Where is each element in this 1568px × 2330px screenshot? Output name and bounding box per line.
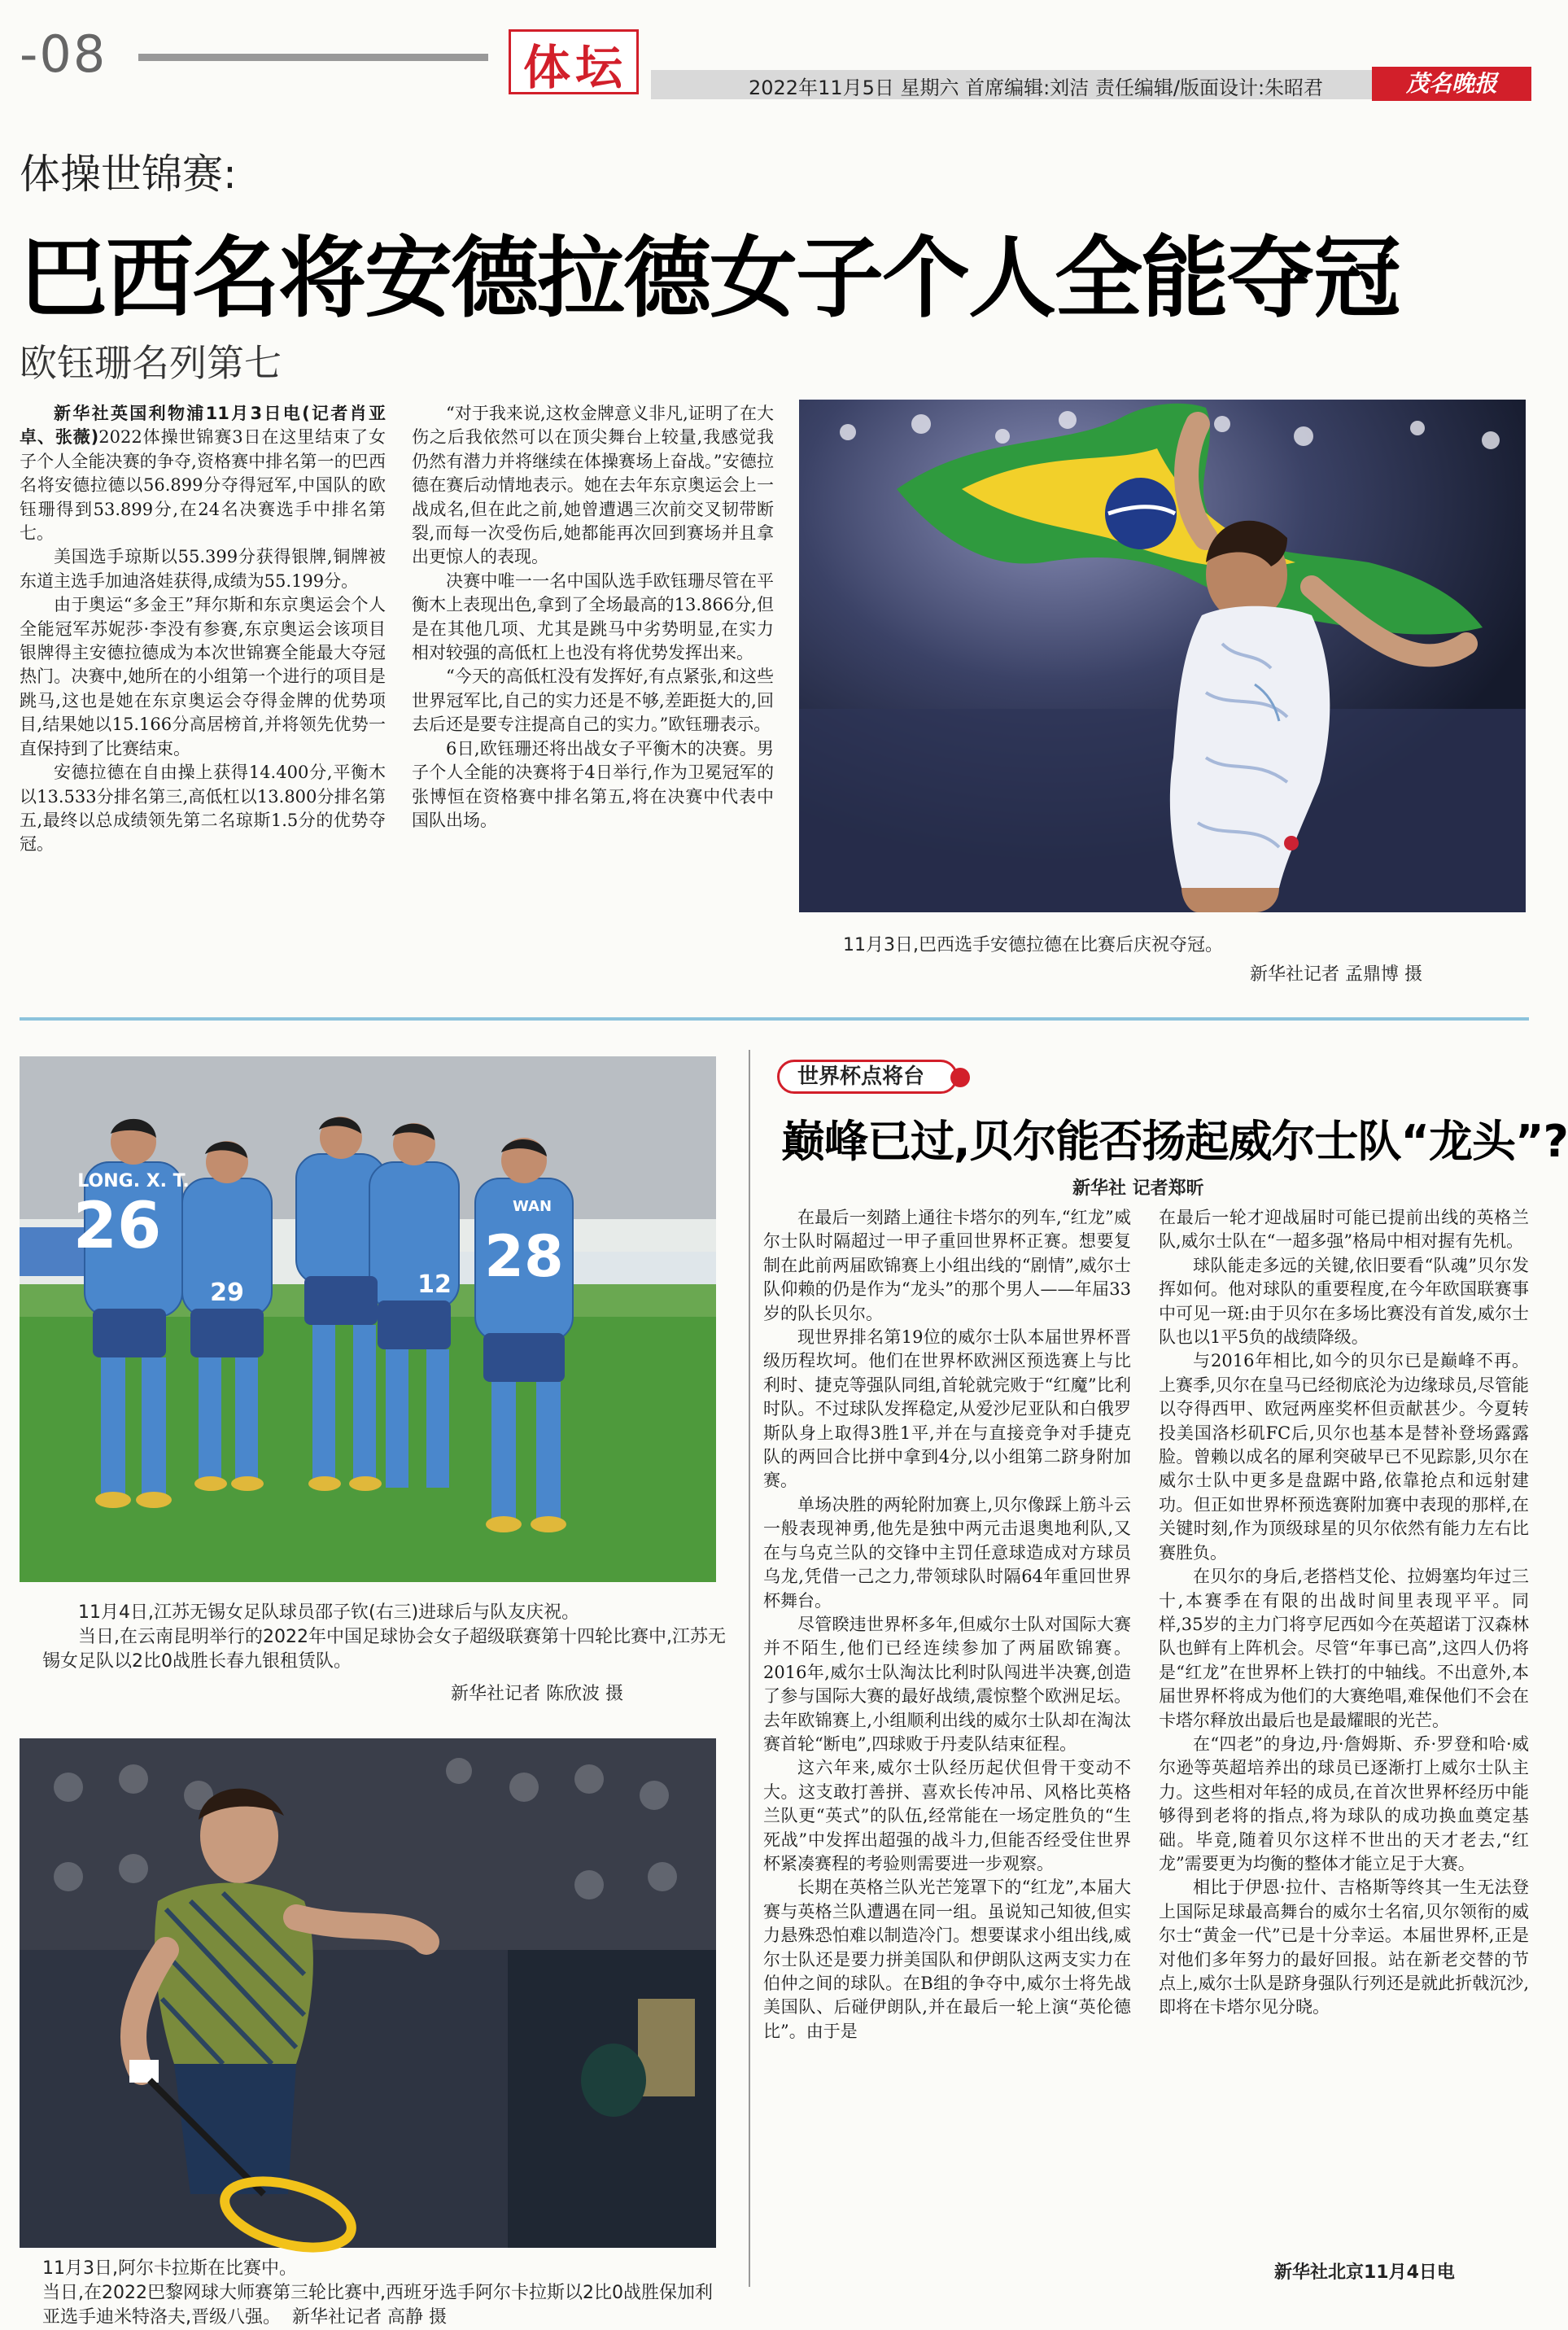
- lead-paragraph: 安德拉德在自由操上获得14.400分,平衡木以13.533分排名第三,高低杠以13.800分排名第五,最终以总成绩领先第二名琼斯1.5分的优势夺冠。: [20, 763, 386, 855]
- worldcup-paragraph: 现世界排名第19位的威尔士队本届世界杯晋级历程坎坷。他们在世界杯欧洲区预选赛上与比利时、捷克等强队同组,首轮就完败于“红魔”比利时队。不过球队发挥稳定,从爱沙尼亚队和白俄罗斯队身上取得3胜1平,并在与直接竞争对手捷克队的两回合比拼中拿到4分,以小组第二跻身附加赛。: [763, 1327, 1131, 1491]
- lead-dateline: 新华社英国利物浦11月3日电(记者肖亚卓、张薇): [20, 404, 386, 448]
- caption-line: 11月4日,江苏无锡女足队球员邵子钦(右三)进球后与队友庆祝。: [78, 1602, 580, 1623]
- worldcup-paragraph: 在贝尔的身后,老搭档艾伦、拉姆塞均年过三十,本赛季在有限的出战时间里表现平平。同样,35岁的主力门将亨尼西如今在英超诺丁汉森林队也鲜有上阵机会。尽管“年事已高”,这四人仍将是“红龙”在世界杯上铁打的中轴线。不出意外,本届世界杯将成为他们的大赛绝唱,难保他们不会在卡塔尔释放出最后也是最耀眼的光芒。: [1159, 1567, 1529, 1730]
- lead-paragraph: 新华社英国利物浦11月3日电(记者肖亚卓、张薇)2022体操世锦赛3日在这里结束了女子个人全能决赛的争夺,资格赛中排名第一的巴西名将安德拉德以56.899分夺得冠军,中国队的欧钰珊得到53.899分,在24名决赛选手中排名第七。: [20, 404, 386, 544]
- gymnast-illustration: [799, 400, 1526, 912]
- worldcup-paragraph: 在“四老”的身边,丹·詹姆斯、乔·罗登和哈·威尔逊等英超培养出的球员已逐渐打上威尔士队主力。这些相对年轻的成员,在首次世界杯经历中能够得到老将的指点,将为球队的成功换血奠定基础。毕竟,随着贝尔这样不世出的天才老去,“红龙”需要更为均衡的整体才能立足于大赛。: [1159, 1733, 1529, 1873]
- jersey-number: 28: [484, 1223, 564, 1290]
- football-photo: [20, 1056, 716, 1582]
- caption-line: 当日,在2022巴黎网球大师赛第三轮比赛中,西班牙选手阿尔卡拉斯以2比0战胜保加利亚选手迪米特洛夫,晋级八强。 新华社记者 高静 摄: [42, 2283, 713, 2328]
- gymnast-photo: [799, 400, 1526, 912]
- lead-paragraph: 由于奥运“多金王”拜尔斯和东京奥运会个人全能冠军苏妮莎·李没有参赛,东京奥运会该项目银牌得主安德拉德成为本次世锦赛全能最大夺冠热门。决赛中,她所在的小组第一个进行的项目是跳马,这也是她在东京奥运会夺得金牌的优势项目,结果她以15.166分高居榜首,并将领先优势一直保持到了比赛结束。: [20, 595, 386, 758]
- worldcup-column-2: [1159, 1206, 1529, 2020]
- lead-kicker: 体操世锦赛:: [20, 151, 237, 198]
- worldcup-paragraph: 在最后一刻踏上通往卡塔尔的列车,“红龙”威尔士队时隔超过一甲子重回世界杯正赛。想要复制在此前两届欧锦赛上小组出线的“剧情”,威尔士队仰赖的仍是作为“龙头”的那个男人——年届33岁的队长贝尔。: [763, 1208, 1131, 1323]
- gymnast-photo-caption: 11月3日,巴西选手安德拉德在比赛后庆祝夺冠。: [843, 935, 1223, 955]
- worldcup-paragraph: 尽管睽违世界杯多年,但威尔士队对国际大赛并不陌生,他们已经连续参加了两届欧锦赛。2016年,威尔士队淘汰比利时队闯进半决赛,创造了参与国际大赛的最好战绩,震惊整个欧洲足坛。去年欧锦赛上,小组顺利出线的威尔士队却在淘汰赛首轮“断电”,四球败于丹麦队结束征程。: [763, 1614, 1131, 1754]
- masthead-logo: 茂名晚报: [1372, 67, 1531, 101]
- football-photo-credit: 新华社记者 陈欣波 摄: [451, 1684, 623, 1704]
- lead-paragraph: 6日,欧钰珊还将出战女子平衡木的决赛。男子个人全能的决赛将于4日举行,作为卫冕冠军的张博恒在资格赛中排名第五,将在决赛中代表中国队出场。: [412, 738, 774, 830]
- lead-paragraph: “今天的高低杠没有发挥好,有点紧张,和这些世界冠军比,自己的实力还是不够,差距挺大的,回去后还是要专注提高自己的实力。”欧钰珊表示。: [412, 667, 774, 735]
- worldcup-paragraph: 在最后一轮才迎战届时可能已提前出线的英格兰队,威尔士队在“一超多强”格局中相对握有先机。: [1159, 1208, 1529, 1252]
- worldcup-paragraph: 与2016年相比,如今的贝尔已是巅峰不再。上赛季,贝尔在皇马已经彻底沦为边缘球员,尽管能以夺得西甲、欧冠两座奖杯但贡献甚少。今夏转投美国洛杉矶FC后,贝尔也基本是替补登场露露脸。曾赖以成名的犀利突破早已不见踪影,贝尔在威尔士队中更多是盘踞中路,依靠抢点和远射建功。但正如世界杯预选赛附加赛中表现的那样,在关键时刻,作为顶级球星的贝尔依然有能力左右比赛胜负。: [1159, 1351, 1529, 1563]
- worldcup-paragraph: 长期在英格兰队光芒笼罩下的“红龙”,本届大赛与英格兰队遭遇在同一组。虽说知己知彼,但实力悬殊恐怕难以制造冷门。想要谋求小组出线,威尔士队还是要力拼美国队和伊朗队这两支实力在伯仲之间的球队。在B组的争夺中,威尔士将先战美国队、后碰伊朗队,并在最后一轮上演“英伦德比”。由于是: [763, 1878, 1131, 2041]
- worldcup-column-1: [763, 1206, 1131, 2044]
- section-divider: [20, 1017, 1529, 1021]
- worldcup-dateline: 新华社北京11月4日电: [1274, 2262, 1455, 2283]
- lead-subhead: 欧钰珊名列第七: [20, 341, 282, 385]
- jersey-name: LONG. X. T.: [77, 1171, 190, 1191]
- worldcup-paragraph: 这六年来,威尔士队经历起伏但骨干变动不大。这支敢打善拼、喜欢长传冲吊、风格比英格兰队更“英式”的队伍,经常能在一场定胜负的“生死战”中发挥出超强的战斗力,但能否经受住世界杯紧凑赛程的考验则需要进一步观察。: [763, 1758, 1131, 1873]
- football-illustration: [20, 1056, 716, 1582]
- football-photo-caption: [42, 1601, 726, 1674]
- worldcup-paragraph: 球队能走多远的关键,依旧要看“队魂”贝尔发挥如何。他对球队的重要程度,在今年欧国联赛事中可见一斑:由于贝尔在多场比赛没有首发,威尔士队也以1平5负的战绩降级。: [1159, 1255, 1529, 1348]
- worldcup-paragraph: 相比于伊恩·拉什、吉格斯等终其一生无法登上国际足球最高舞台的威尔士名宿,贝尔领衔的威尔士“黄金一代”已是十分幸运。本届世界杯,正是对他们多年努力的最好回报。站在新老交替的节点上,威尔士队是跻身强队行列还是就此折戟沉沙,即将在卡塔尔见分晓。: [1159, 1878, 1529, 2017]
- page-number: -08: [20, 24, 107, 84]
- section-label: 体坛: [522, 40, 627, 95]
- jersey-number: 26: [72, 1190, 162, 1263]
- lead-paragraph: 美国选手琼斯以55.399分获得银牌,铜牌被东道主选手加迪洛娃获得,成绩为55.199分。: [20, 547, 386, 591]
- lead-headline: 巴西名将安德拉德女子个人全能夺冠: [20, 228, 1400, 330]
- lead-paragraph: “对于我来说,这枚金牌意义非凡,证明了在大伤之后我依然可以在顶尖舞台上较量,我感觉我仍然有潜力并将继续在体操赛场上奋战。”安德拉德在赛后动情地表示。她在去年东京奥运会上一战成名,但在此之前,她曾遭遇三次前交叉韧带断裂,而每一次受伤后,她都能再次回到赛场并且拿出更惊人的表现。: [412, 404, 774, 567]
- issue-meta: 2022年11月5日 星期六 首席编辑:刘洁 责任编辑/版面设计:朱昭君: [749, 77, 1324, 99]
- worldcup-paragraph: 单场决胜的两轮附加赛上,贝尔像踩上筋斗云一般表现神勇,他先是独中两元击退奥地利队,又在与乌克兰队的交锋中主罚任意球造成对方球员乌龙,凭借一己之力,带领球队时隔64年重回世界杯舞台。: [763, 1494, 1131, 1611]
- header-rule: [138, 54, 488, 61]
- jersey-name: WAN: [512, 1198, 553, 1215]
- caption-line: 11月3日,阿尔卡拉斯在比赛中。: [42, 2258, 297, 2279]
- jersey-number: 12: [417, 1270, 452, 1299]
- column-tag: 世界杯点将台: [777, 1060, 958, 1094]
- caption-line: 当日,在云南昆明举行的2022年中国足球协会女子超级联赛第十四轮比赛中,江苏无锡女足队以2比0战胜长春九银租赁队。: [42, 1627, 726, 1672]
- tennis-illustration: [20, 1738, 716, 2248]
- jersey-number: 29: [210, 1279, 244, 1307]
- lead-column-2: [412, 402, 774, 833]
- lead-paragraph: 决赛中唯一一名中国队选手欧钰珊尽管在平衡木上表现出色,拿到了全场最高的13.866分,但是在其他几项、尤其是跳马中劣势明显,在实力相对较强的高低杠上也没有将优势发挥出来。: [412, 570, 774, 663]
- tag-dot-icon: [950, 1068, 970, 1087]
- column-rule: [749, 1050, 750, 2287]
- lead-column-1: [20, 402, 386, 857]
- tennis-photo: [20, 1738, 716, 2248]
- worldcup-headline: 巅峰已过,贝尔能否扬起威尔士队“龙头”?: [781, 1116, 1568, 1167]
- tennis-photo-credit: 新华社记者 高静 摄: [292, 2307, 447, 2328]
- tennis-photo-caption: [42, 2257, 726, 2330]
- gymnast-photo-credit: 新华社记者 孟鼎博 摄: [1250, 964, 1422, 985]
- worldcup-byline: 新华社 记者郑昕: [1072, 1178, 1204, 1199]
